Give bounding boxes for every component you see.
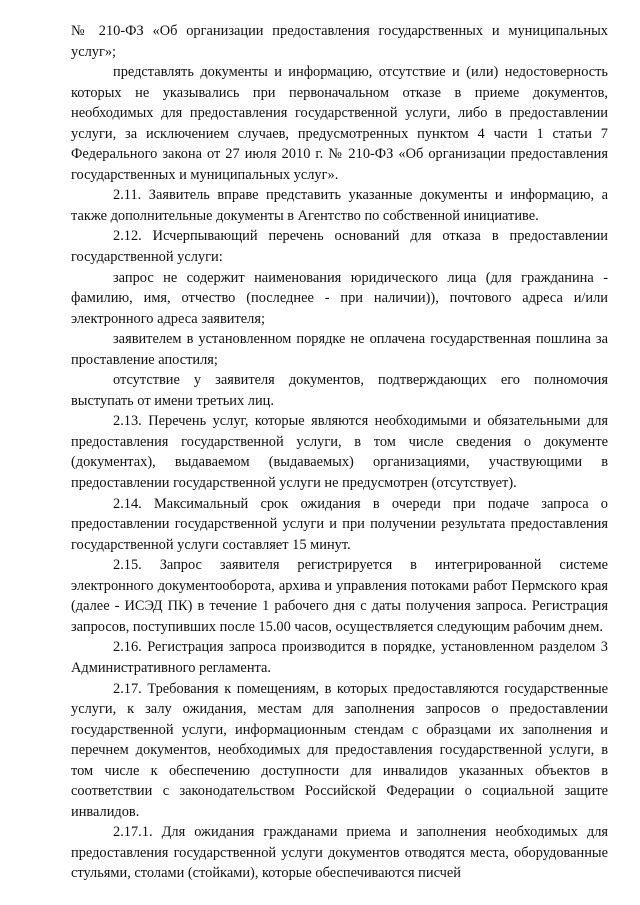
paragraph-2-17-1: 2.17.1. Для ожидания гражданами приема и заполнения необходимых для предоставления государственной услуги документов отводятся места, оборудованные стульями, столами (стойками), которые обеспечиваются писчей <box>71 824 608 882</box>
paragraph-2-11: 2.11. Заявитель вправе представить указанные документы и информацию, а также дополнительные документы в Агентство по собственной инициативе. <box>71 187 608 224</box>
paragraph-2-15: 2.15. Запрос заявителя регистрируется в интегрированной системе электронного документооборота, архива и управления потоками работ Пермского края (далее - ИСЭД ПК) в течение 1 рабочего дня с даты получения запроса. Регистрация запросов, поступивших после 15.00 часов, осуществляется следующим рабочим днем. <box>71 557 608 635</box>
paragraph-2-17: 2.17. Требования к помещениям, в которых предоставляются государственные услуги, к залу ожидания, местам для заполнения запросов о предоставлении государственной услуги, информационным стендам с образцами их заполнения и перечнем документов, необходимых для предоставления государственной услуги, в том числе к обеспечению доступности для инвалидов указанных объектов в соответствии с законодательством Российской Федерации о социальной защите инвалидов. <box>71 680 608 820</box>
refusal-ground-fee: заявителем в установленном порядке не оплачена государственная пошлина за проставление апостиля; <box>71 331 608 368</box>
paragraph-2-13: 2.13. Перечень услуг, которые являются необходимыми и обязательными для предоставления государственной услуги, в том числе сведения о документе (документах), выдаваемом (выдаваемых) организациями, участвующими в предоставлении государственной услуги не предусмотрен (отсутствует). <box>71 413 608 492</box>
paragraph-law-reference: № 210-ФЗ «Об организации предоставления государственных и муниципальных услуг»; <box>71 23 608 60</box>
paragraph-2-16: 2.16. Регистрация запроса производится в порядке, установленном разделом 3 Административного регламента. <box>71 639 608 676</box>
paragraph-2-12: 2.12. Исчерпывающий перечень оснований для отказа в предоставлении государственной услуги: <box>71 228 608 266</box>
refusal-ground-authority: отсутствие у заявителя документов, подтверждающих его полномочия выступать от имени третьих лиц. <box>71 372 608 409</box>
document-body <box>71 21 608 884</box>
paragraph-2-14: 2.14. Максимальный срок ожидания в очереди при подаче запроса о предоставлении государственной услуги и при получении результата предоставления государственной услуги составляет 15 минут. <box>71 495 608 553</box>
refusal-ground-name: запрос не содержит наименования юридического лица (для гражданина - фамилию, имя, отчество (последнее - при наличии)), почтового адреса и/или электронного адреса заявителя; <box>71 269 608 327</box>
paragraph-submit-documents: представлять документы и информацию, отсутствие и (или) недостоверность которых не указывались при первоначальном отказе в приеме документов, необходимых для предоставления государственной услуги, либо в предоставлении услуги, за исключением случаев, предусмотренных пунктом 4 части 1 статьи 7 Федерального закона от 27 июля 2010 г. № 210-ФЗ «Об организации предоставления государственных и муниципальных услуг». <box>71 64 608 183</box>
